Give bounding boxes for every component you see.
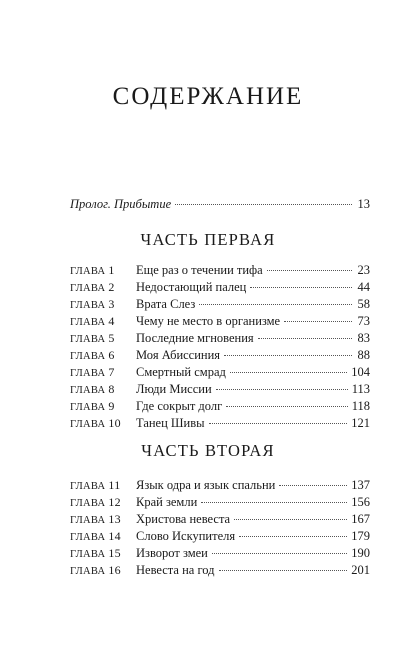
dot-leader (224, 355, 352, 356)
chapter-label: ГЛАВА (70, 481, 106, 492)
chapter-page-number: 118 (351, 399, 370, 413)
chapter-title: Христова невеста (136, 512, 231, 526)
chapter-number: 10 (108, 416, 121, 430)
chapter-label: ГЛАВА (70, 498, 106, 509)
prologue-entry[interactable] (70, 197, 370, 214)
dot-leader (250, 287, 352, 288)
chapter-number: 7 (108, 365, 115, 379)
chapter-entry[interactable] (70, 546, 370, 563)
part-heading-1: ЧАСТЬ ПЕРВАЯ (140, 230, 276, 249)
chapter-page-number: 88 (357, 348, 370, 362)
chapter-label: ГЛАВА (70, 419, 106, 430)
chapter-title: Врата Слез (136, 297, 196, 311)
chapter-page-number: 190 (351, 546, 370, 560)
chapter-entry[interactable] (70, 297, 370, 314)
chapter-page-number: 58 (357, 297, 370, 311)
chapter-label: ГЛАВА (70, 549, 106, 560)
chapter-entry[interactable] (70, 348, 370, 365)
chapter-title: Изворот змеи (136, 546, 208, 560)
chapter-title: Язык одра и язык спальни (136, 478, 276, 492)
chapter-page-number: 113 (351, 382, 370, 396)
dot-leader (258, 338, 352, 339)
chapter-label: ГЛАВА (70, 402, 106, 413)
chapter-title: Моя Абиссиния (136, 348, 221, 362)
chapter-page-number: 104 (351, 365, 370, 379)
chapter-number: 12 (108, 495, 121, 509)
chapter-title: Где сокрыт долг (136, 399, 223, 413)
dot-leader (279, 485, 347, 486)
chapter-page-number: 44 (357, 280, 370, 294)
dot-leader (212, 553, 347, 554)
dot-leader (267, 270, 352, 271)
chapter-page-number: 23 (357, 263, 370, 277)
chapter-number: 1 (108, 263, 115, 277)
chapter-number: 3 (108, 297, 115, 311)
dot-leader (216, 389, 348, 390)
dot-leader (209, 423, 348, 424)
chapter-label: ГЛАВА (70, 515, 106, 526)
chapter-entry[interactable] (70, 263, 370, 280)
chapter-page-number: 179 (351, 529, 370, 543)
chapter-label: ГЛАВА (70, 385, 106, 396)
chapter-label: ГЛАВА (70, 566, 106, 577)
chapter-title: Чему не место в организме (136, 314, 281, 328)
chapter-page-number: 137 (351, 478, 370, 492)
chapter-number: 9 (108, 399, 115, 413)
chapter-label: ГЛАВА (70, 532, 106, 543)
prologue-title: Пролог. Прибытие (70, 197, 172, 211)
chapter-number: 8 (108, 382, 115, 396)
chapter-title: Невеста на год (136, 563, 215, 577)
chapter-label: ГЛАВА (70, 334, 106, 345)
chapter-number: 16 (108, 563, 121, 577)
dot-leader (226, 406, 347, 407)
dot-leader (234, 519, 347, 520)
chapter-page-number: 73 (357, 314, 370, 328)
prologue-page-number: 13 (357, 197, 370, 211)
chapter-title: Недостающий палец (136, 280, 247, 294)
chapter-number: 6 (108, 348, 115, 362)
chapter-entry[interactable] (70, 478, 370, 495)
chapter-title: Смертный смрад (136, 365, 226, 379)
chapter-number: 11 (108, 478, 121, 492)
chapter-entry[interactable] (70, 495, 370, 512)
chapter-number: 13 (108, 512, 121, 526)
chapter-entry[interactable] (70, 512, 370, 529)
chapter-page-number: 156 (351, 495, 370, 509)
chapter-page-number: 167 (351, 512, 370, 526)
chapter-label: ГЛАВА (70, 317, 106, 328)
chapter-entry[interactable] (70, 382, 370, 399)
chapter-page-number: 83 (357, 331, 370, 345)
chapter-label: ГЛАВА (70, 300, 106, 311)
chapter-entry[interactable] (70, 365, 370, 382)
chapter-label: ГЛАВА (70, 283, 106, 294)
part-2-chapter-list (70, 478, 370, 580)
chapter-label: ГЛАВА (70, 266, 106, 277)
chapter-title: Край земли (136, 495, 198, 509)
chapter-number: 2 (108, 280, 115, 294)
chapter-entry[interactable] (70, 563, 370, 580)
chapter-number: 4 (108, 314, 115, 328)
chapter-entry[interactable] (70, 331, 370, 348)
chapter-title: Танец Шивы (136, 416, 205, 430)
page-title: СОДЕРЖАНИЕ (112, 83, 304, 110)
dot-leader (284, 321, 352, 322)
chapter-number: 15 (108, 546, 121, 560)
chapter-entry[interactable] (70, 314, 370, 331)
chapter-entry[interactable] (70, 280, 370, 297)
dot-leader (230, 372, 347, 373)
chapter-title: Последние мгновения (136, 331, 254, 345)
chapter-page-number: 201 (351, 563, 370, 577)
chapter-title: Еще раз о течении тифа (136, 263, 263, 277)
chapter-number: 5 (108, 331, 115, 345)
chapter-entry[interactable] (70, 399, 370, 416)
dot-leader (201, 502, 347, 503)
part-1-chapter-list (70, 263, 370, 433)
chapter-page-number: 121 (351, 416, 370, 430)
dot-leader (199, 304, 352, 305)
chapter-label: ГЛАВА (70, 351, 106, 362)
chapter-entry[interactable] (70, 416, 370, 433)
chapter-entry[interactable] (70, 529, 370, 546)
chapter-title: Люди Миссии (136, 382, 212, 396)
dot-leader (219, 570, 348, 571)
part-heading-2: ЧАСТЬ ВТОРАЯ (141, 441, 275, 460)
chapter-number: 14 (108, 529, 121, 543)
chapter-label: ГЛАВА (70, 368, 106, 379)
dot-leader (175, 204, 352, 205)
dot-leader (239, 536, 347, 537)
chapter-title: Слово Искупителя (136, 529, 236, 543)
